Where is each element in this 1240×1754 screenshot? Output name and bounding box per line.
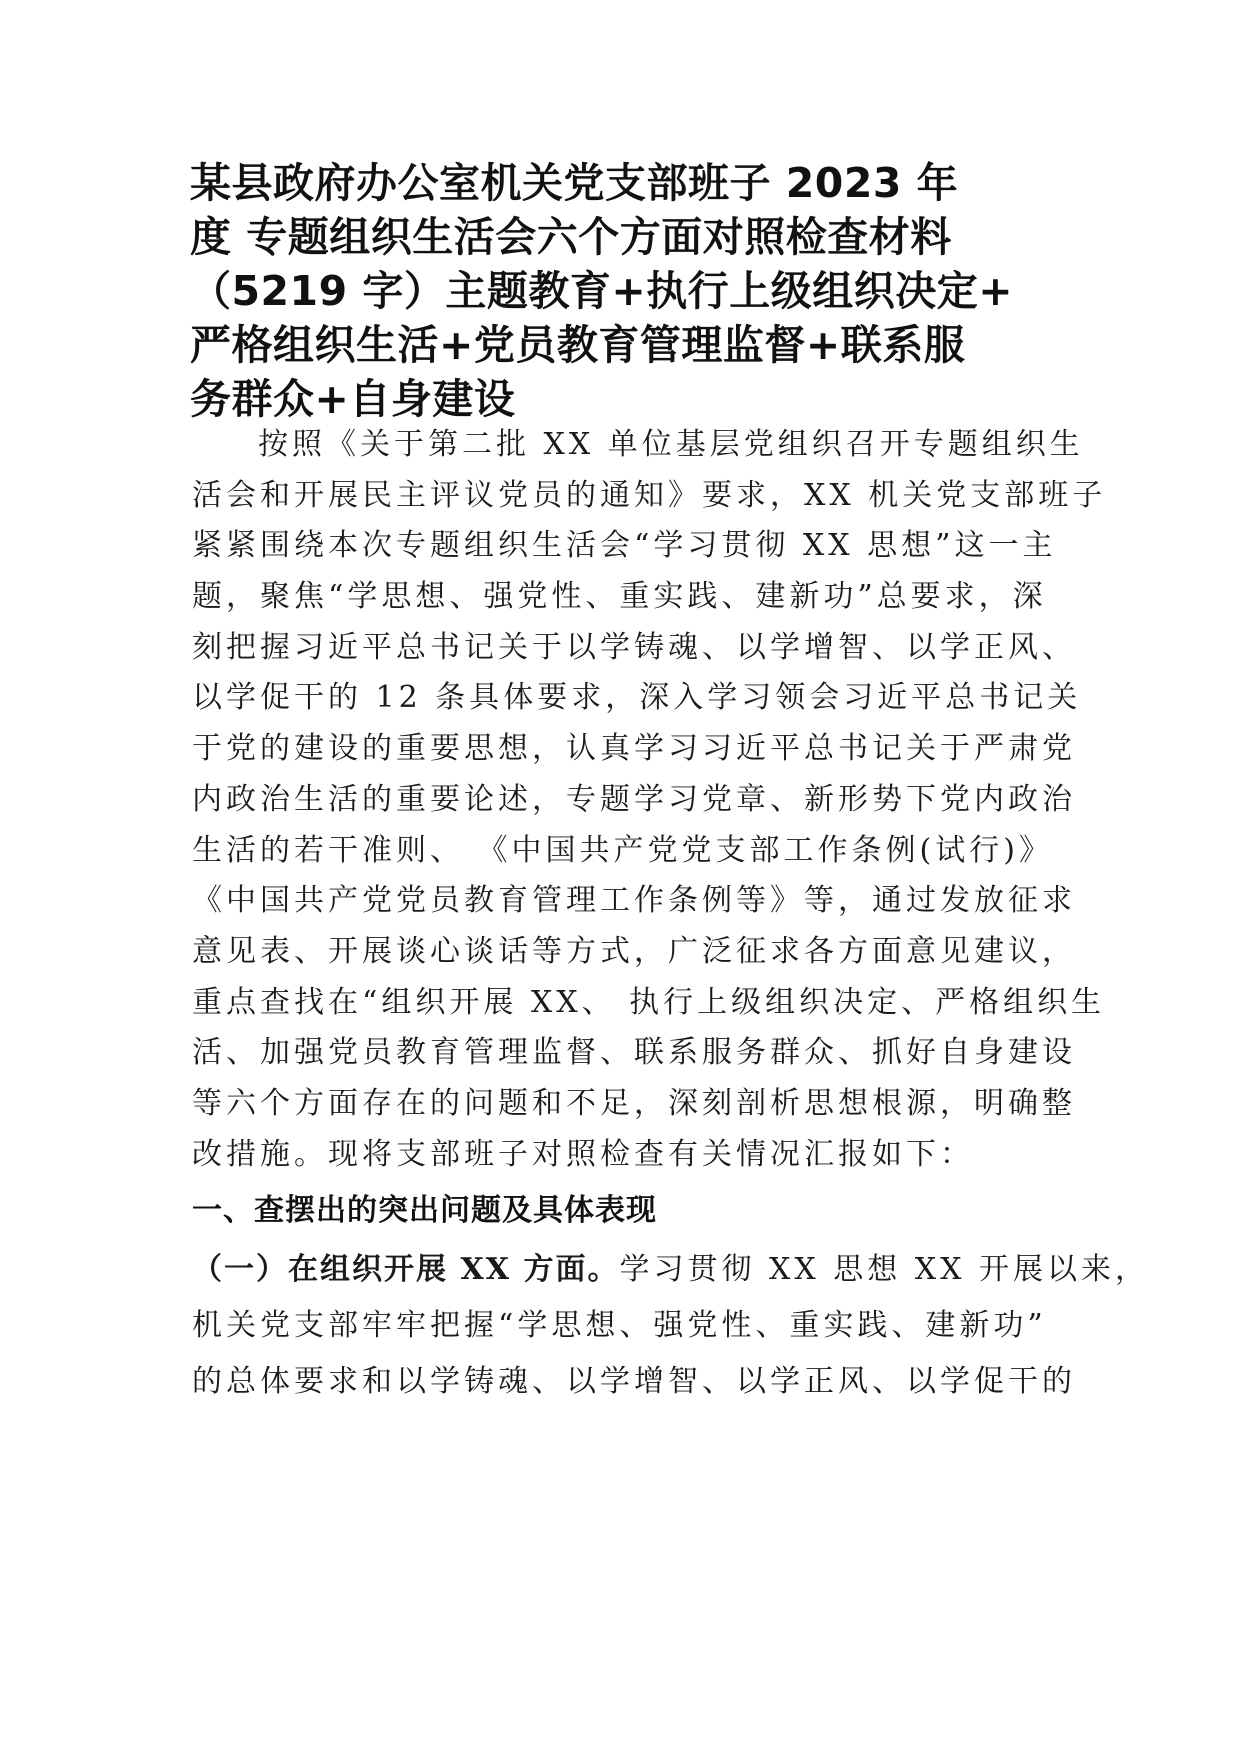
paragraph-line: 于党的建设的重要思想，认真学习习近平总书记关于严肃党 [192, 731, 1076, 767]
paragraph-line: 活会和开展民主评议党员的通知》要求，XX 机关党支部班子 [192, 477, 1107, 513]
subsection-heading: （一）在组织开展 XX 方面。 [192, 1252, 620, 1287]
paragraph-line: 题，聚焦“学思想、强党性、重实践、建新功”总要求，深 [192, 579, 1047, 615]
paragraph-line: 活、加强党员教育管理监督、联系服务群众、抓好自身建设 [192, 1035, 1076, 1071]
paragraph-line: 紧紧围绕本次专题组织生活会“学习贯彻 XX 思想”这一主 [192, 528, 1057, 564]
title-line: 务群众+自身建设 [190, 375, 516, 423]
paragraph-line: 意见表、开展谈心谈话等方式，广泛征求各方面意见建议， [192, 933, 1076, 969]
paragraph-line: 的总体要求和以学铸魂、以学增智、以学正风、以学促干的 [192, 1364, 1076, 1399]
paragraph-line: 改措施。现将支部班子对照检查有关情况汇报如下： [192, 1136, 974, 1172]
paragraph-line: 生活的若干准则、 《中国共产党党支部工作条例(试行)》 [192, 832, 1053, 868]
paragraph-line: 《中国共产党党员教育管理工作条例等》等，通过发放征求 [192, 883, 1076, 919]
title-line: 严格组织生活+党员教育管理监督+联系服 [190, 321, 966, 369]
paragraph-line: 等六个方面存在的问题和不足，深刻剖析思想根源，明确整 [192, 1085, 1076, 1121]
intro-paragraph [192, 420, 1107, 1180]
paragraph-line [192, 1242, 1150, 1298]
paragraph-line: 机关党支部牢牢把握“学思想、强党性、重实践、建新功” [192, 1308, 1047, 1343]
document-title [190, 156, 1060, 426]
title-line: 度 专题组织生活会六个方面对照检查材料 [190, 213, 952, 261]
paragraph-line: 刻把握习近平总书记关于以学铸魂、以学增智、以学正风、 [192, 629, 1076, 665]
paragraph-text: 学习贯彻 XX 思想 XX 开展以来， [619, 1252, 1150, 1287]
title-line: 某县政府办公室机关党支部班子 2023 年 [190, 159, 959, 207]
paragraph-line: 按照《关于第二批 XX 单位基层党组织召开专题组织生 [258, 427, 1084, 462]
paragraph-line: 内政治生活的重要论述，专题学习党章、新形势下党内政治 [192, 781, 1076, 817]
paragraph-line: 以学促干的 12 条具体要求，深入学习领会习近平总书记关 [192, 680, 1082, 716]
paragraph-line: 重点查找在“组织开展 XX、 执行上级组织决定、严格组织生 [192, 984, 1106, 1020]
section-heading: 一、查摆出的突出问题及具体表现 [192, 1193, 657, 1228]
title-line: （5219 字）主题教育+执行上级组织决定+ [190, 267, 1014, 315]
subsection-paragraph [192, 1242, 1150, 1410]
